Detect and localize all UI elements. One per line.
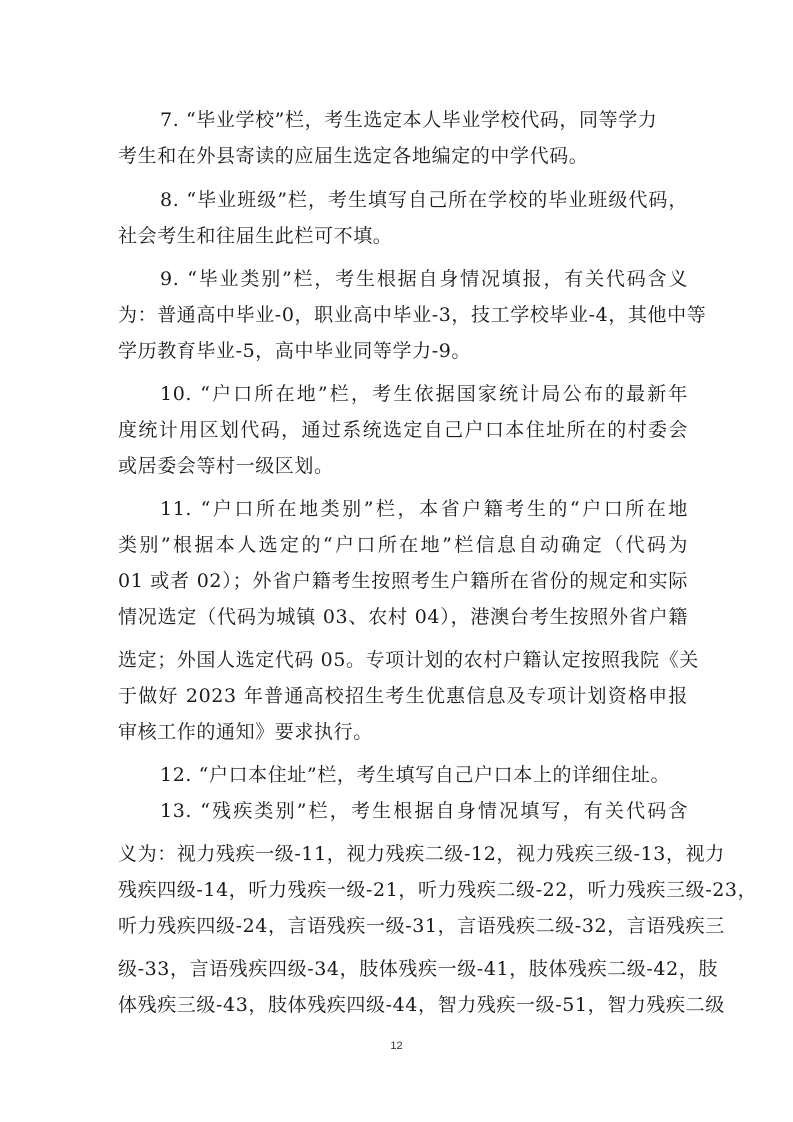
- paragraph-11-line-5: 选定；外国人选定代码 05。专项计划的农村户籍认定按照我院《关: [118, 649, 699, 671]
- paragraph-10-line-3: 或居委会等村一级区划。: [118, 455, 334, 477]
- paragraph-7-line-1: 7. “毕业学校”栏，考生选定本人毕业学校代码，同等学力: [160, 109, 658, 131]
- paragraph-9-line-2: 为：普通高中毕业-0，职业高中毕业-3，技工学校毕业-4，其他中等: [118, 304, 707, 326]
- paragraph-11-line-3: 01 或者 02）；外省户籍考生按照考生户籍所在省份的规定和实际: [118, 570, 688, 592]
- paragraph-7-line-2: 考生和在外县寄读的应届生选定各地编定的中学代码。: [118, 145, 589, 167]
- paragraph-13-line-1: 13. “残疾类别”栏，考生根据自身情况填写，有关代码含: [160, 800, 688, 822]
- paragraph-9-line-1: 9. “毕业类别”栏，考生根据自身情况填报，有关代码含义: [160, 268, 688, 290]
- paragraph-8-line-2: 社会考生和往届生此栏可不填。: [118, 225, 393, 247]
- paragraph-8-line-1: 8. “毕业班级”栏，考生填写自己所在学校的毕业班级代码，: [160, 189, 688, 211]
- paragraph-13-line-4: 听力残疾四级-24，言语残疾一级-31，言语残疾二级-32，言语残疾三: [118, 915, 725, 937]
- paragraph-13-line-5: 级-33，言语残疾四级-34，肢体残疾一级-41，肢体残疾二级-42，肢: [118, 958, 718, 980]
- paragraph-11-line-2: 类别”根据本人选定的“户口所在地”栏信息自动确定（代码为: [118, 534, 688, 556]
- paragraph-13-line-2: 义为：视力残疾一级-11，视力残疾二级-12，视力残疾三级-13，视力: [118, 843, 725, 865]
- paragraph-12-line-1: 12. “户口本住址”栏，考生填写自己户口本上的详细住址。: [160, 764, 671, 786]
- paragraph-10-line-2: 度统计用区划代码，通过系统选定自己户口本住址所在的村委会: [118, 419, 688, 441]
- paragraph-11-line-1: 11. “户口所在地类别”栏，本省户籍考生的“户口所在地: [160, 498, 688, 520]
- paragraph-9-line-3: 学历教育毕业-5，高中毕业同等学力-9。: [118, 340, 472, 362]
- page-number: 12: [390, 1040, 403, 1052]
- paragraph-10-line-1: 10. “户口所在地”栏，考生依据国家统计局公布的最新年: [160, 383, 688, 405]
- paragraph-11-line-4: 情况选定（代码为城镇 03、农村 04），港澳台考生按照外省户籍: [118, 606, 688, 628]
- paragraph-13-line-3: 残疾四级-14，听力残疾一级-21，听力残疾二级-22，听力残疾三级-23，: [118, 879, 758, 901]
- paragraph-13-line-6: 体残疾三级-43，肢体残疾四级-44，智力残疾一级-51，智力残疾二级: [118, 994, 725, 1016]
- paragraph-11-line-6: 于做好 2023 年普通高校招生考生优惠信息及专项计划资格申报: [118, 685, 688, 707]
- paragraph-11-line-7: 审核工作的通知》要求执行。: [118, 721, 373, 743]
